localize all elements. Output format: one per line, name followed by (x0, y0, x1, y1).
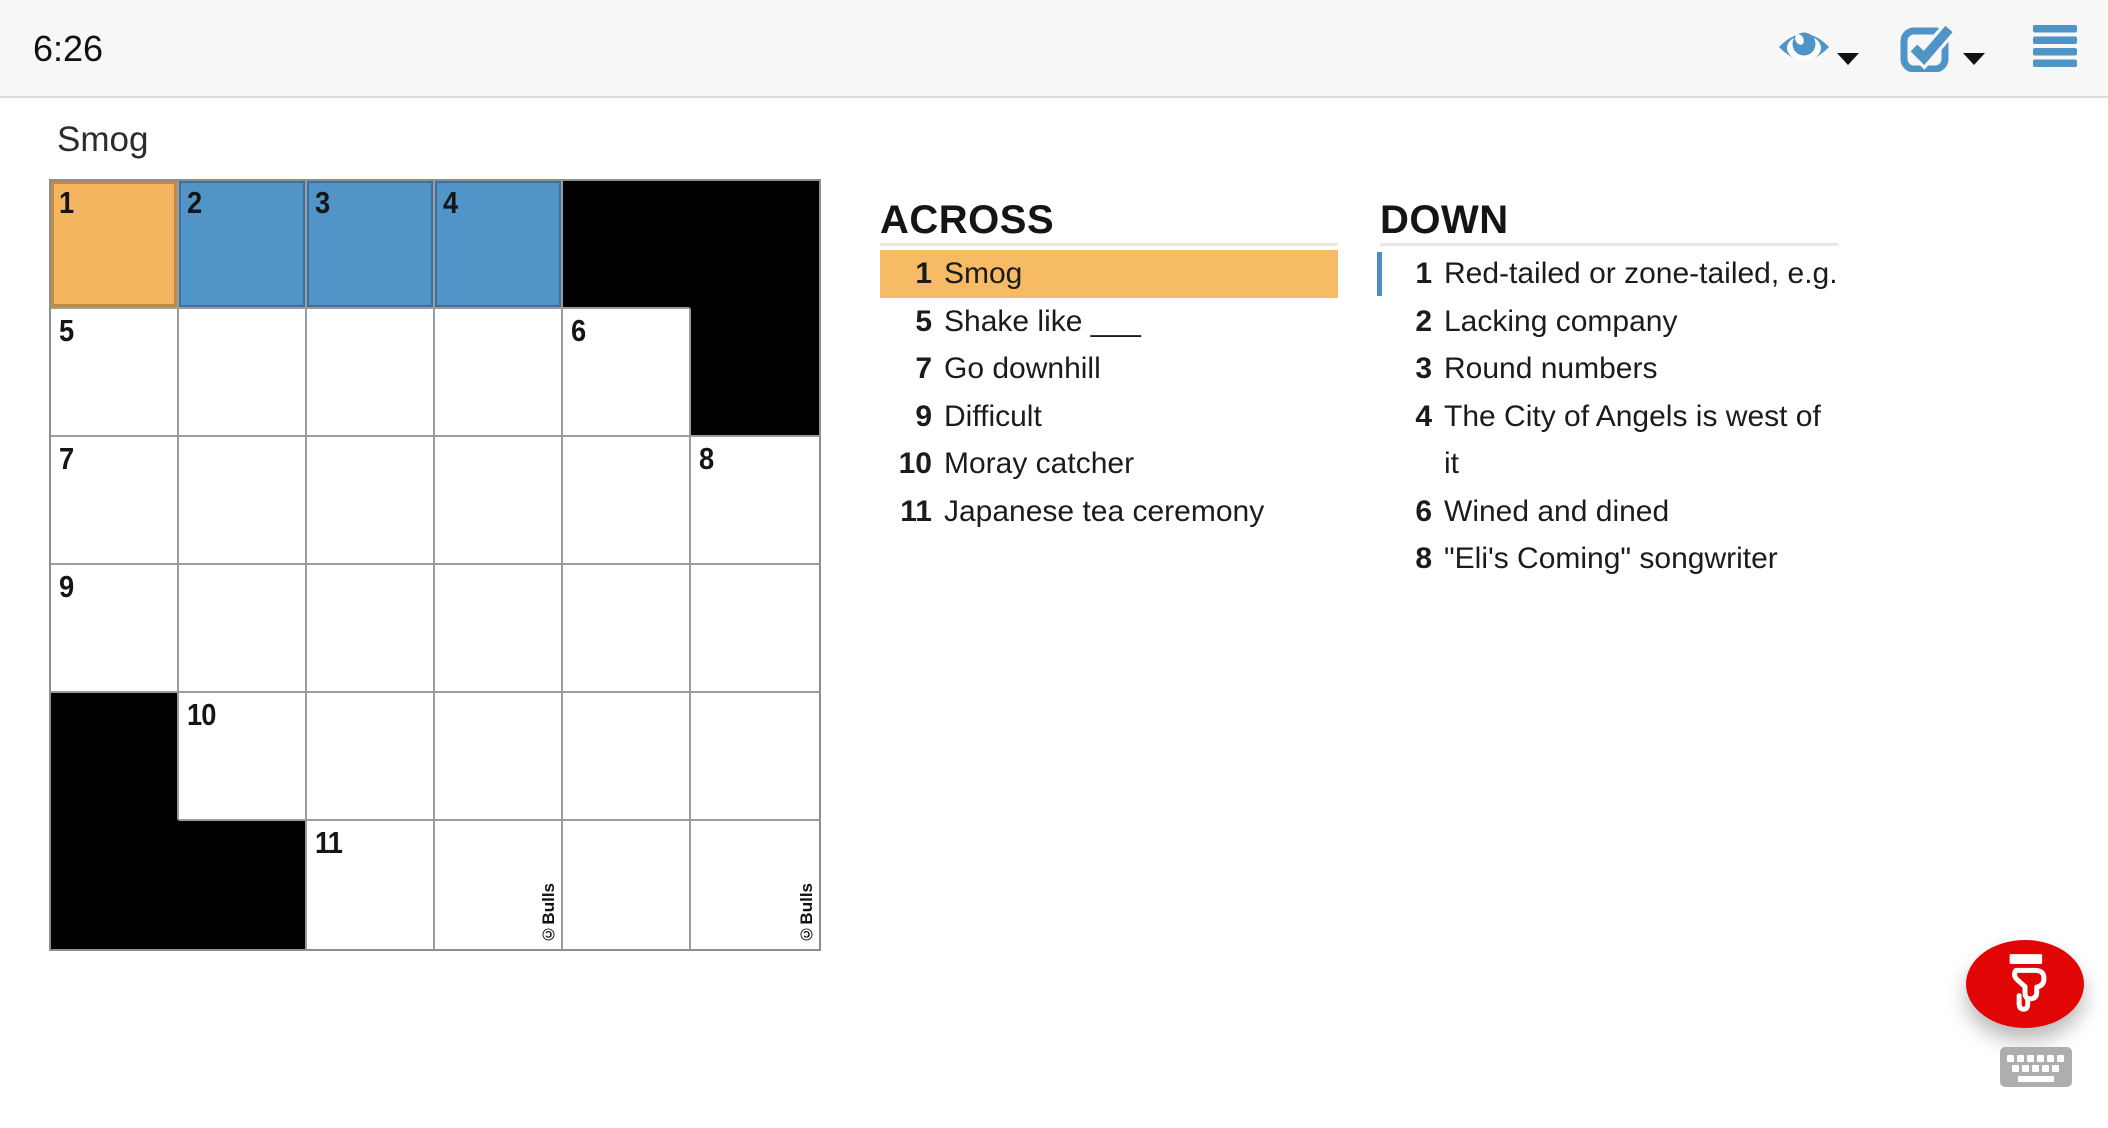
clue-number: 5 (915, 304, 932, 338)
clue-number: 7 (915, 352, 932, 385)
thumb-down-button[interactable] (1966, 940, 2084, 1028)
clue-text: Moray catcher (944, 447, 1135, 480)
check-button[interactable] (1900, 0, 1982, 96)
grid-cell (51, 821, 179, 949)
timer: 6:26 (33, 28, 104, 69)
menu-button[interactable] (2033, 0, 2079, 96)
grid-cell[interactable] (435, 309, 563, 437)
grid-cell[interactable] (563, 693, 691, 821)
clue-number: 8 (1415, 542, 1432, 575)
cell-number: 9 (59, 569, 74, 604)
cell-number: 11 (315, 825, 343, 860)
keyboard-icon[interactable] (2000, 1047, 2072, 1087)
clue-number: 3 (1415, 352, 1432, 385)
down-clue[interactable] (1380, 250, 1838, 298)
hand-point-down-icon (1997, 952, 2053, 1017)
across-clue-list (880, 250, 1338, 535)
clue-text: The City of Angels is west of it (1444, 399, 1821, 480)
down-heading: DOWN (1380, 200, 1838, 246)
grid-cell[interactable] (179, 437, 307, 565)
grid-cell[interactable] (179, 309, 307, 437)
clue-text: Round numbers (1444, 352, 1658, 385)
clue-text: Difficult (944, 399, 1042, 433)
grid-cell[interactable] (179, 565, 307, 693)
copyright-bulls: ©Bulls (539, 883, 558, 944)
grid-cell[interactable] (691, 437, 819, 565)
grid-cell[interactable] (563, 309, 691, 437)
across-clue[interactable] (880, 393, 1338, 441)
across-clue[interactable] (880, 298, 1338, 346)
grid-cell[interactable] (435, 181, 563, 309)
down-clue-list (1380, 250, 1838, 583)
hamburger-icon (2033, 25, 2077, 71)
clue-number: 2 (1415, 304, 1432, 338)
cell-number: 8 (699, 441, 714, 476)
reveal-button[interactable] (1778, 0, 1858, 96)
across-clue[interactable] (880, 440, 1338, 488)
cell-number: 2 (187, 185, 202, 220)
clue-number: 9 (915, 399, 932, 433)
crossword-grid (49, 179, 821, 951)
grid-cell (179, 821, 307, 949)
grid-cell[interactable] (563, 565, 691, 693)
grid-cell[interactable] (435, 565, 563, 693)
grid-cell[interactable] (51, 437, 179, 565)
grid-cell[interactable] (51, 565, 179, 693)
across-heading: ACROSS (880, 200, 1338, 246)
toolbar (0, 0, 2108, 98)
across-clue[interactable] (880, 488, 1338, 536)
grid-cell[interactable] (435, 437, 563, 565)
down-clue[interactable] (1380, 488, 1838, 536)
down-clue[interactable] (1380, 535, 1838, 583)
grid-cell[interactable] (691, 821, 819, 949)
cell-number: 1 (59, 185, 74, 220)
grid-cell[interactable] (307, 821, 435, 949)
grid-cell[interactable] (563, 821, 691, 949)
cell-number: 7 (59, 441, 74, 476)
clue-number: 6 (1415, 494, 1432, 528)
grid-cell[interactable] (179, 181, 307, 309)
across-clue[interactable] (880, 250, 1338, 298)
clue-number: 1 (1415, 257, 1432, 290)
down-clue[interactable] (1380, 345, 1838, 393)
grid-cell[interactable] (51, 181, 179, 309)
cell-number: 3 (315, 185, 330, 220)
eye-icon (1778, 26, 1830, 71)
chevron-down-icon (1837, 53, 1859, 65)
grid-cell[interactable] (307, 565, 435, 693)
clue-text: Shake like ___ (944, 304, 1141, 338)
clue-text: Red-tailed or zone-tailed, e.g. (1444, 257, 1838, 290)
chevron-down-icon (1963, 53, 1985, 65)
clue-text: Go downhill (944, 352, 1101, 385)
grid-cell[interactable] (307, 437, 435, 565)
cell-number: 5 (59, 313, 74, 348)
grid-cell[interactable] (307, 309, 435, 437)
grid-cell[interactable] (563, 437, 691, 565)
across-section (880, 200, 1338, 535)
across-clue[interactable] (880, 345, 1338, 393)
cell-number: 10 (187, 697, 216, 732)
down-section (1380, 200, 1838, 583)
clue-number: 1 (915, 257, 932, 290)
grid-cell (691, 181, 819, 309)
grid-cell[interactable] (307, 181, 435, 309)
clue-number: 11 (900, 494, 932, 528)
grid-cell (51, 693, 179, 821)
clue-number: 10 (898, 447, 932, 480)
grid-cell[interactable] (435, 821, 563, 949)
grid-cell[interactable] (691, 693, 819, 821)
grid-cell[interactable] (307, 693, 435, 821)
puzzle-title: Smog (57, 120, 149, 159)
grid-cell (691, 309, 819, 437)
cell-number: 6 (571, 313, 586, 348)
grid-cell[interactable] (691, 565, 819, 693)
clue-text: Smog (944, 257, 1023, 290)
down-clue[interactable] (1380, 298, 1838, 346)
clue-text: Lacking company (1444, 304, 1678, 338)
clue-text: Japanese tea ceremony (944, 494, 1265, 528)
grid-cell[interactable] (51, 309, 179, 437)
copyright-bulls: ©Bulls (797, 883, 816, 944)
grid-cell[interactable] (179, 693, 307, 821)
grid-cell (563, 181, 691, 309)
grid-cell[interactable] (435, 693, 563, 821)
check-square-icon (1900, 22, 1956, 75)
clue-text: "Eli's Coming" songwriter (1444, 542, 1778, 575)
cell-number: 4 (443, 185, 458, 220)
down-clue[interactable] (1380, 393, 1838, 488)
clue-number: 4 (1415, 399, 1432, 433)
clue-text: Wined and dined (1444, 494, 1670, 528)
